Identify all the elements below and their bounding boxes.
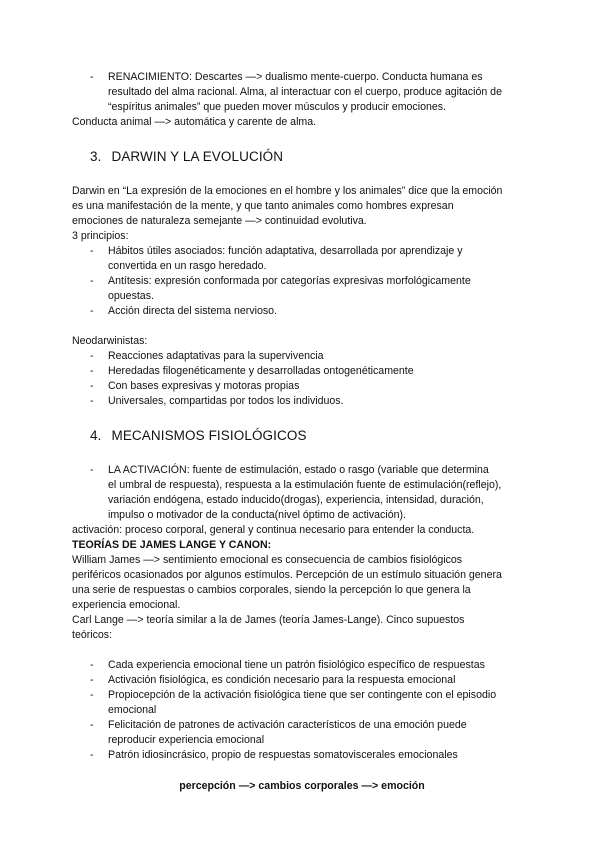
list-item-line: Patrón idiosincrásico, propio de respuestas somatoviscerales emocionales — [108, 749, 458, 761]
paragraph-line: emociones de naturaleza semejante —> continuidad evolutiva. — [72, 215, 367, 227]
list-item — [72, 394, 532, 409]
bullet-dash: - — [90, 719, 94, 731]
paragraph-line: Carl Lange —> teoría similar a la de James (teoría James-Lange). Cinco supuestos — [72, 614, 465, 626]
list-item-line: Acción directa del sistema nervioso. — [108, 305, 277, 317]
conducta-animal-text: Conducta animal —> automática y carente de alma. — [72, 116, 317, 128]
william-james-paragraph — [72, 553, 532, 613]
principios-label: 3 principios: — [72, 230, 129, 242]
list-item-line: Reacciones adaptativas para la supervivencia — [108, 350, 324, 362]
list-item-line: Heredadas filogenéticamente y desarrolladas ontogenéticamente — [108, 365, 414, 377]
darwin-paragraph — [72, 184, 532, 229]
bullet-dash: - — [90, 71, 94, 83]
neodarwinistas-label: Neodarwinistas: — [72, 335, 148, 347]
activacion-list — [72, 463, 532, 523]
list-item — [72, 304, 532, 319]
list-item — [72, 718, 532, 748]
list-item — [72, 463, 532, 523]
document-content — [72, 70, 532, 794]
list-item — [72, 688, 532, 718]
paragraph-line: periféricos ocasionados por algunos estímulos. Percepción de un estímulo situación genera — [72, 569, 502, 581]
principios-list — [72, 244, 532, 319]
list-item-line: Antítesis: expresión conformada por categorías expresivas morfológicamente — [108, 275, 471, 287]
bullet-dash: - — [90, 689, 94, 701]
supuestos-list — [72, 658, 532, 763]
carl-lange-paragraph — [72, 613, 532, 643]
activacion-definition: activación: proceso corporal, general y continua necesario para entender la conducta. — [72, 524, 475, 536]
paragraph-line: una serie de respuestas o cambios corporales, siendo la percepción lo que genera la — [72, 584, 471, 596]
list-item-line: Activación fisiológica, es condición necesario para la respuesta emocional — [108, 674, 456, 686]
section-number: 3. — [90, 149, 102, 164]
teorias-title: TEORÍAS DE JAMES LANGE Y CANON: — [72, 539, 272, 551]
list-item-line: Con bases expresivas y motoras propias — [108, 380, 300, 392]
paragraph-line: Darwin en “La expresión de la emociones en el hombre y los animales” dice que la emoción — [72, 185, 503, 197]
list-item — [72, 748, 532, 763]
bullet-dash: - — [90, 245, 94, 257]
list-item-line: Hábitos útiles asociados: función adaptativa, desarrollada por aprendizaje y — [108, 245, 463, 257]
list-item — [72, 70, 532, 115]
neodarwinistas-list — [72, 349, 532, 409]
bullet-dash: - — [90, 380, 94, 392]
list-item — [72, 673, 532, 688]
renacimiento-list — [72, 70, 532, 115]
list-item-line: reproducir experiencia emocional — [108, 734, 265, 746]
list-item-line: LA ACTIVACIÓN: fuente de estimulación, estado o rasgo (variable que determina — [108, 464, 489, 476]
list-item — [72, 349, 532, 364]
list-item-line: RENACIMIENTO: Descartes —> dualismo mente-cuerpo. Conducta humana es — [108, 71, 483, 83]
list-item-line: emocional — [108, 704, 157, 716]
section-heading-3 — [90, 148, 532, 166]
list-item — [72, 379, 532, 394]
list-item — [72, 364, 532, 379]
list-item — [72, 658, 532, 673]
list-item — [72, 274, 532, 304]
bullet-dash: - — [90, 749, 94, 761]
section-title: MECANISMOS FISIOLÓGICOS — [111, 428, 307, 443]
list-item-line: “espíritus animales” que pueden mover músculos y producir emociones. — [108, 101, 446, 113]
list-item-line: Universales, compartidas por todos los individuos. — [108, 395, 344, 407]
bullet-dash: - — [90, 275, 94, 287]
bullet-dash: - — [90, 305, 94, 317]
paragraph-line: William James —> sentimiento emocional es consecuencia de cambios fisiológicos — [72, 554, 463, 566]
list-item-line: el umbral de respuesta), respuesta a la estimulación fuente de estimulación(reflejo), — [108, 479, 502, 491]
list-item-line: impulso o motivador de la conducta(nivel óptimo de activación). — [108, 509, 406, 521]
spacer — [72, 319, 532, 334]
section-number: 4. — [90, 428, 102, 443]
list-item — [72, 244, 532, 274]
section-heading-4 — [90, 427, 532, 445]
list-item-line: Cada experiencia emocional tiene un patrón fisiológico específico de respuestas — [108, 659, 485, 671]
list-item-line: convertida en un rasgo heredado. — [108, 260, 267, 272]
spacer — [72, 643, 532, 658]
paragraph-line: teóricos: — [72, 629, 113, 641]
bullet-dash: - — [90, 464, 94, 476]
bullet-dash: - — [90, 674, 94, 686]
bullet-dash: - — [90, 365, 94, 377]
bullet-dash: - — [90, 395, 94, 407]
list-item-line: Felicitación de patrones de activación característicos de una emoción puede — [108, 719, 467, 731]
list-item-line: Propiocepción de la activación fisiológica tiene que ser contingente con el episodio — [108, 689, 497, 701]
list-item-line: resultado del alma racional. Alma, al interactuar con el cuerpo, produce agitación de — [108, 86, 502, 98]
section-title: DARWIN Y LA EVOLUCIÓN — [111, 149, 284, 164]
paragraph-line: es una manifestación de la mente, y que tanto animales como hombres expresan — [72, 200, 454, 212]
list-item-line: opuestas. — [108, 290, 154, 302]
summary-flow-line: percepción —> cambios corporales —> emoción — [179, 780, 425, 792]
bullet-dash: - — [90, 350, 94, 362]
list-item-line: variación endógena, estado inducido(drogas), experiencia, intensidad, duración, — [108, 494, 484, 506]
paragraph-line: experiencia emocional. — [72, 599, 181, 611]
bullet-dash: - — [90, 659, 94, 671]
